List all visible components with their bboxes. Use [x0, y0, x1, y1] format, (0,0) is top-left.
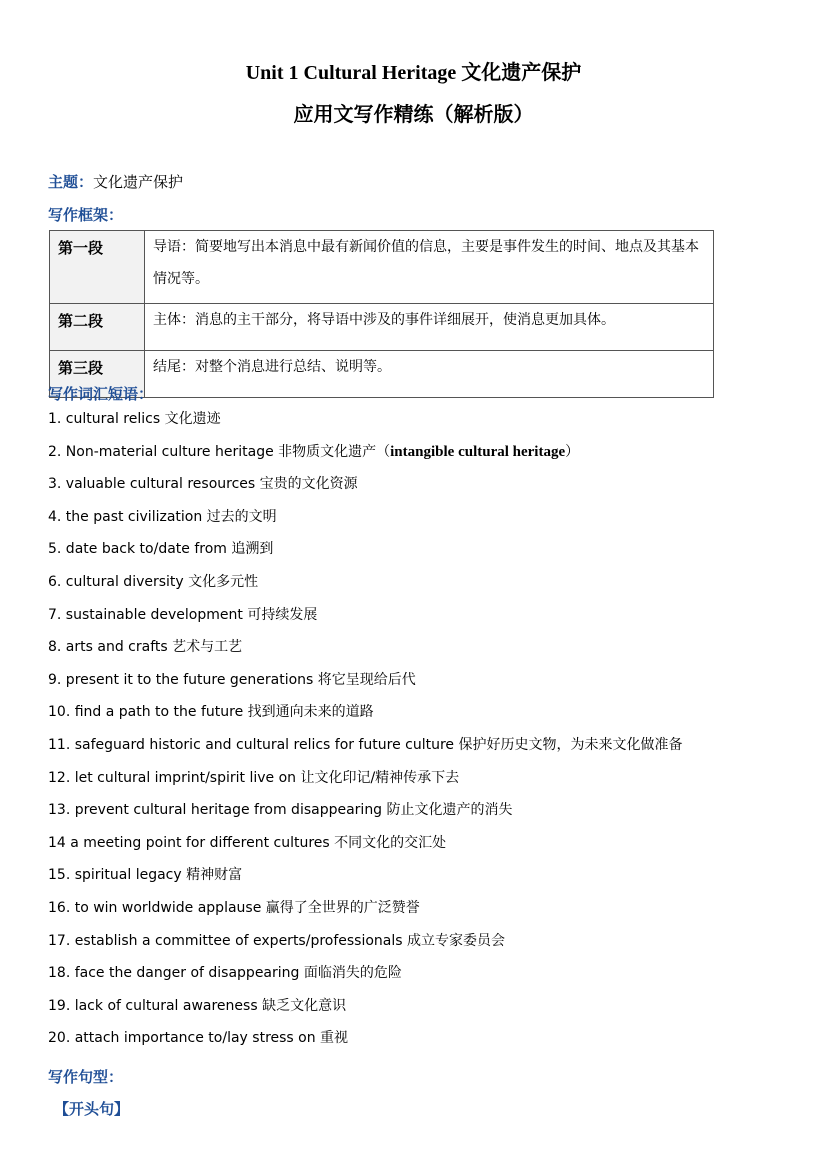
vocab-item: 5. date back to/date from 追溯到: [48, 541, 274, 558]
framework-value: 导语：简要地写出本消息中最有新闻价值的信息，主要是事件发生的时间、地点及其基本情况等。: [145, 231, 714, 304]
vocab-item: [48, 438, 683, 471]
vocab-item: 18. face the danger of disappearing 面临消失的危险: [48, 965, 402, 982]
sentences-heading: 写作句型：: [48, 1068, 124, 1086]
vocab-item: 6. cultural diversity 文化多元性: [48, 573, 259, 590]
vocab-item: 19. lack of cultural awareness 缺乏文化意识: [48, 997, 347, 1014]
vocab-item-tail: ）: [565, 443, 580, 460]
vocab-item: 8. arts and crafts 艺术与工艺: [48, 639, 243, 656]
vocab-item: 16. to win worldwide applause 赢得了全世界的广泛赞誉: [48, 899, 420, 916]
document-title: Unit 1 Cultural Heritage 文化遗产保护: [245, 62, 582, 84]
theme-value: 文化遗产保护: [93, 173, 184, 191]
vocab-item-bold: intangible cultural heritage: [390, 443, 566, 460]
framework-value: 结尾：对整个消息进行总结、说明等。: [145, 351, 714, 398]
opening-sentence-heading: 【开头句】: [54, 1100, 130, 1118]
vocab-item: 4. the past civilization 过去的文明: [48, 508, 277, 525]
vocab-item: 13. prevent cultural heritage from disappearing 防止文化遗产的消失: [48, 802, 513, 819]
vocab-item: 10. find a path to the future 找到通向未来的道路: [48, 704, 374, 721]
theme-row: [48, 171, 183, 192]
vocab-item: 9. present it to the future generations 将它呈现给后代: [48, 671, 416, 688]
vocab-list: [48, 405, 683, 1057]
vocab-item: 20. attach importance to/lay stress on 重视: [48, 1030, 349, 1047]
vocab-item: 11. safeguard historic and cultural relics for future culture 保护好历史文物，为未来文化做准备: [48, 736, 683, 753]
vocab-item-text: 2. Non-material culture heritage 非物质文化遗产（: [48, 443, 391, 460]
vocab-item: 3. valuable cultural resources 宝贵的文化资源: [48, 476, 358, 493]
vocab-item: 14 a meeting point for different cultures 不同文化的交汇处: [48, 834, 447, 851]
framework-row: [50, 231, 714, 304]
framework-key: 第一段: [50, 231, 145, 304]
framework-key: 第三段: [50, 351, 145, 398]
framework-table: [49, 230, 714, 398]
vocab-item: 15. spiritual legacy 精神财富: [48, 867, 243, 884]
vocab-item: 7. sustainable development 可持续发展: [48, 606, 318, 623]
framework-value: 主体：消息的主干部分，将导语中涉及的事件详细展开，使消息更加具体。: [145, 304, 714, 351]
vocab-item: 17. establish a committee of experts/professionals 成立专家委员会: [48, 932, 506, 949]
document-subtitle: 应用文写作精练（解析版）: [293, 104, 534, 126]
theme-label: 主题：: [48, 173, 94, 191]
vocab-heading: 写作词汇短语：: [48, 385, 154, 403]
framework-heading: 写作框架：: [48, 206, 124, 224]
framework-key: 第二段: [50, 304, 145, 351]
vocab-item: 12. let cultural imprint/spirit live on 让文化印记/精神传承下去: [48, 769, 460, 786]
vocab-item: 1. cultural relics 文化遗迹: [48, 411, 221, 427]
framework-row: [50, 304, 714, 351]
